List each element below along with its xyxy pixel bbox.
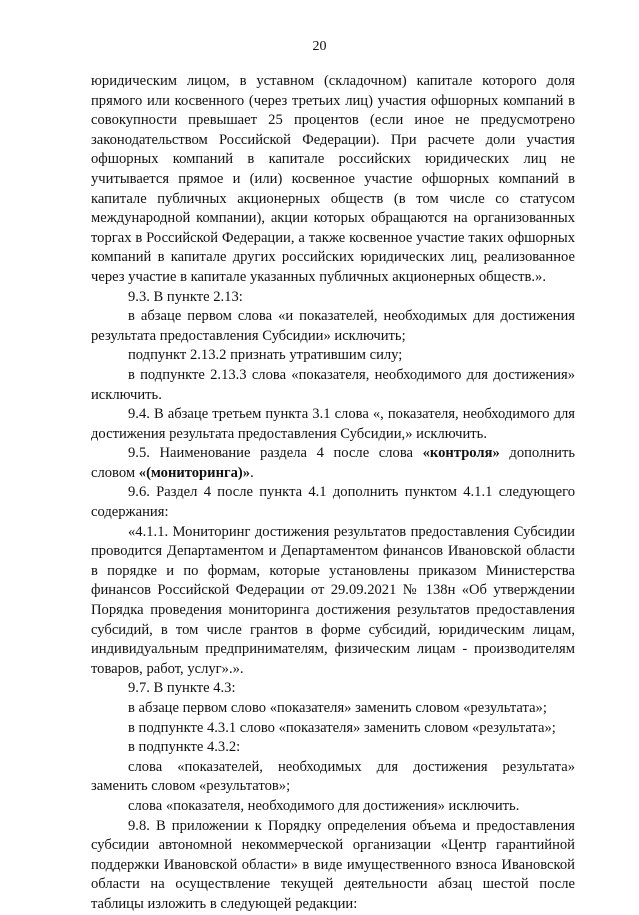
paragraph-9-3-first-abzac: в абзаце первом слова «и показателей, необходимых для достижения результата предоставления Субсидии» исключить; (91, 308, 575, 344)
paragraph-9-4: 9.4. В абзаце третьем пункта 3.1 слова «, показателя, необходимого для достижения результата предоставления Субсидии,» исключить. (91, 406, 575, 442)
paragraph-9-3-sub-2: подпункт 2.13.2 признать утратившим силу; (128, 347, 403, 364)
paragraph-9-7: 9.7. В пункте 4.3: (128, 680, 236, 697)
paragraph-9-3-sub-3: в подпункте 2.13.3 слова «показателя, необходимого для достижения» исключить. (91, 366, 575, 403)
paragraph-9-8: 9.8. В приложении к Порядку определения объема и предоставления субсидии автономной некоммерческой организации «Центр гарантийной поддержки Ивановской области» в виде имущественного взноса Ивановской области на осуществление текущей деятельности абзац шестой после таблицы изложить в следующей редакции: (91, 817, 575, 912)
paragraph-9-7-sub-2-words-2: слова «показателя, необходимого для достижения» исключить. (128, 797, 520, 814)
paragraph-9-3: 9.3. В пункте 2.13: (128, 288, 243, 305)
page-number: 20 (312, 39, 327, 54)
paragraph-9-7-sub-2-words-1: слова «показателей, необходимых для достижения результата» заменить словом «результатов»; (91, 758, 575, 795)
paragraph-9-5-period: . (250, 464, 254, 481)
paragraph-9-5-part-1: 9.5. Наименование раздела 4 после слова (128, 445, 423, 462)
paragraph-9-6: 9.6. Раздел 4 после пункта 4.1 дополнить пунктом 4.1.1 следующего содержания: (91, 484, 575, 521)
paragraph-9-7-first-abzac: в абзаце первом слово «показателя» заменить словом «результата»; (128, 700, 547, 716)
paragraph-9-5-part-2: дополнить словом (91, 445, 575, 481)
paragraph-9-5 (91, 444, 575, 483)
paragraph-offshore-continuation: юридическим лицом, в уставном (складочном) капитале которого доля прямого или косвенного (через третьих лиц) участия офшорных компаний в совокупности превышает 25 процентов (если иное не предусмотрено законодательством Российской Федерации). При расчете доли участия офшорных компаний в капитале российских юридических лиц не учитывается прямое и (или) косвенное участие офшорных компаний в капитале публичных акционерных обществ (в том числе со статусом международной компании), акции которых обращаются на организованных торгах в Российской Федерации, а также косвенное участие таких офшорных компаний в капитале других российских юридических лиц, реализованное через участие в капитале указанных публичных акционерных обществ.». (91, 73, 575, 285)
paragraph-4-1-1-monitoring: «4.1.1. Мониторинг достижения результатов предоставления Субсидии проводится Департаментом и Департаментом финансов Ивановской области в порядке и по формам, которые установлены приказом Министерства финансов Российской Федерации от 29.09.2021 № 138н «Об утверждении Порядка проведения мониторинга достижения результатов предоставления субсидий, в том числе грантов в форме субсидий, юридическим лицам, индивидуальным предпринимателям, физическим лицам - производителям товаров, работ, услуг».». (91, 523, 575, 677)
paragraph-9-7-sub-1: в подпункте 4.3.1 слово «показателя» заменить словом «результата»; (128, 719, 556, 736)
paragraph-9-7-sub-2: в подпункте 4.3.2: (128, 739, 241, 756)
paragraph-9-5-bold-kontrolya: «контроля» (422, 445, 500, 462)
document-body (91, 72, 575, 915)
paragraph-9-5-bold-monitoringa: «(мониторинга)» (138, 464, 251, 481)
